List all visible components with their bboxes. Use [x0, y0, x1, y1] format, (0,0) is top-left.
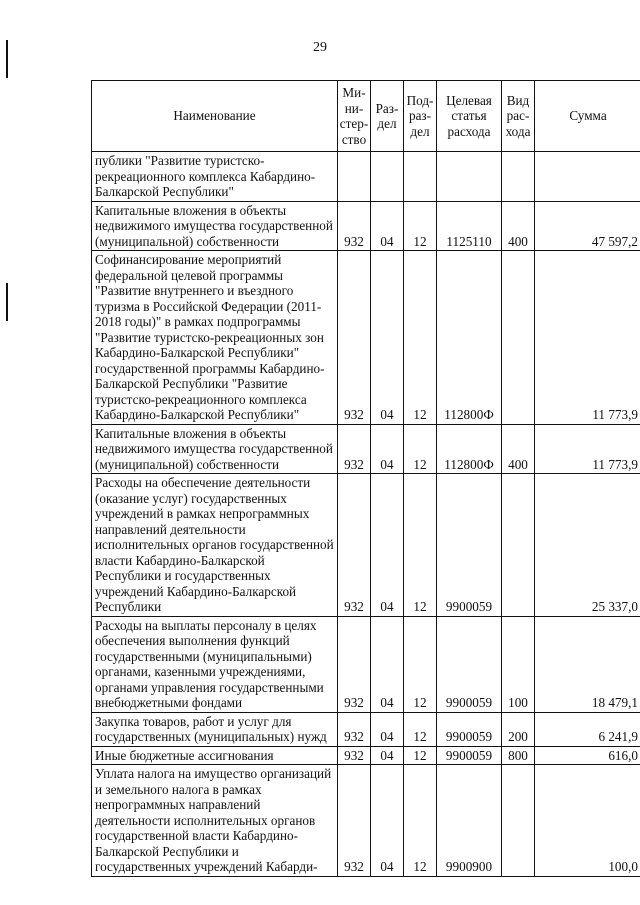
- cell-subsection: 12: [404, 765, 437, 877]
- cell-subsection: 12: [404, 746, 437, 765]
- cell-target-article: 9900059: [437, 616, 502, 712]
- table-row: [92, 616, 640, 712]
- cell-expense-type: 800: [502, 746, 535, 765]
- cell-section: 04: [371, 712, 404, 746]
- margin-mark-top: [6, 40, 8, 78]
- budget-table: [91, 80, 640, 877]
- cell-target-article: 9900900: [437, 765, 502, 877]
- cell-section: 04: [371, 474, 404, 617]
- cell-ministry: 932: [338, 424, 371, 474]
- cell-section: [371, 152, 404, 202]
- cell-ministry: [338, 152, 371, 202]
- header-target-article: Целевая статья расхода: [437, 81, 502, 152]
- cell-target-article: 9900059: [437, 712, 502, 746]
- header-name: Наименование: [92, 81, 338, 152]
- header-subsection: Под- раз- дел: [404, 81, 437, 152]
- cell-sum: 11 773,9: [535, 251, 640, 425]
- cell-ministry: 932: [338, 251, 371, 425]
- cell-subsection: 12: [404, 712, 437, 746]
- cell-sum: 11 773,9: [535, 424, 640, 474]
- cell-section: 04: [371, 201, 404, 251]
- cell-ministry: 932: [338, 201, 371, 251]
- cell-subsection: 12: [404, 201, 437, 251]
- cell-name: Закупка товаров, работ и услуг для государственных (муниципальных) нужд: [92, 712, 338, 746]
- table-row: [92, 424, 640, 474]
- cell-name: Капитальные вложения в объекты недвижимого имущества государственной (муниципальной) собственности: [92, 424, 338, 474]
- cell-section: 04: [371, 746, 404, 765]
- cell-expense-type: [502, 152, 535, 202]
- cell-expense-type: [502, 765, 535, 877]
- cell-subsection: 12: [404, 474, 437, 617]
- header-sum: Сумма: [535, 81, 640, 152]
- cell-sum: 6 241,9: [535, 712, 640, 746]
- table-row: [92, 746, 640, 765]
- cell-target-article: 1125110: [437, 201, 502, 251]
- table-row: [92, 712, 640, 746]
- cell-name: Иные бюджетные ассигнования: [92, 746, 338, 765]
- cell-name: публики "Развитие туристско-рекреационного комплекса Кабардино-Балкарской Республики": [92, 152, 338, 202]
- cell-name: Расходы на выплаты персоналу в целях обеспечения выполнения функций государственными (муниципальными) органами, казенными учреждениями, органами управления государственными внебюджетными фондами: [92, 616, 338, 712]
- header-ministry: Ми- ни- стер- ство: [338, 81, 371, 152]
- cell-name: Расходы на обеспечение деятельности (оказание услуг) государственных учреждений в рамках непрограммных направлений деятельности исполнительных органов государственной власти Кабардино-Балкарской Республики и государственных учреждений Кабардино-Балкарской Республики: [92, 474, 338, 617]
- cell-subsection: 12: [404, 424, 437, 474]
- cell-section: 04: [371, 251, 404, 425]
- cell-name: Уплата налога на имущество организаций и земельного налога в рамках непрограммных направлений деятельности исполнительных органов государственной власти Кабардино-Балкарской Республики и государственных учреждений Кабарди-: [92, 765, 338, 877]
- cell-ministry: 932: [338, 765, 371, 877]
- cell-target-article: 112800Ф: [437, 424, 502, 474]
- cell-target-article: 112800Ф: [437, 251, 502, 425]
- cell-subsection: 12: [404, 251, 437, 425]
- cell-sum: 25 337,0: [535, 474, 640, 617]
- cell-sum: 47 597,2: [535, 201, 640, 251]
- cell-target-article: 9900059: [437, 474, 502, 617]
- margin-mark-middle: [6, 283, 8, 321]
- table-row: [92, 201, 640, 251]
- page-number: 29: [313, 40, 327, 55]
- cell-name: Софинансирование мероприятий федеральной целевой программы "Развитие внутреннего и въездного туризма в Российской Федерации (2011-2018 годы)" в рамках подпрограммы "Развитие туристско-рекреационных зон Кабардино-Балкарской Республики" государственной программы Кабардино-Балкарской Республики "Развитие туристско-рекреационного комплекса Кабардино-Балкарской Республики": [92, 251, 338, 425]
- cell-expense-type: 400: [502, 424, 535, 474]
- cell-subsection: 12: [404, 616, 437, 712]
- cell-ministry: 932: [338, 616, 371, 712]
- cell-ministry: 932: [338, 746, 371, 765]
- cell-subsection: [404, 152, 437, 202]
- cell-section: 04: [371, 765, 404, 877]
- cell-name: Капитальные вложения в объекты недвижимого имущества государственной (муниципальной) собственности: [92, 201, 338, 251]
- cell-sum: [535, 152, 640, 202]
- cell-section: 04: [371, 616, 404, 712]
- cell-sum: 100,0: [535, 765, 640, 877]
- cell-expense-type: 400: [502, 201, 535, 251]
- table-row: [92, 251, 640, 425]
- cell-expense-type: 200: [502, 712, 535, 746]
- table-row: [92, 474, 640, 617]
- cell-target-article: [437, 152, 502, 202]
- cell-section: 04: [371, 424, 404, 474]
- cell-ministry: 932: [338, 474, 371, 617]
- cell-ministry: 932: [338, 712, 371, 746]
- cell-expense-type: [502, 474, 535, 617]
- cell-sum: 18 479,1: [535, 616, 640, 712]
- table-header-row: [92, 81, 640, 152]
- header-section: Раз- дел: [371, 81, 404, 152]
- cell-sum: 616,0: [535, 746, 640, 765]
- cell-expense-type: [502, 251, 535, 425]
- header-expense-type: Вид рас- хода: [502, 81, 535, 152]
- cell-expense-type: 100: [502, 616, 535, 712]
- table-row: [92, 765, 640, 877]
- table-row: [92, 152, 640, 202]
- table-body: [92, 152, 640, 877]
- cell-target-article: 9900059: [437, 746, 502, 765]
